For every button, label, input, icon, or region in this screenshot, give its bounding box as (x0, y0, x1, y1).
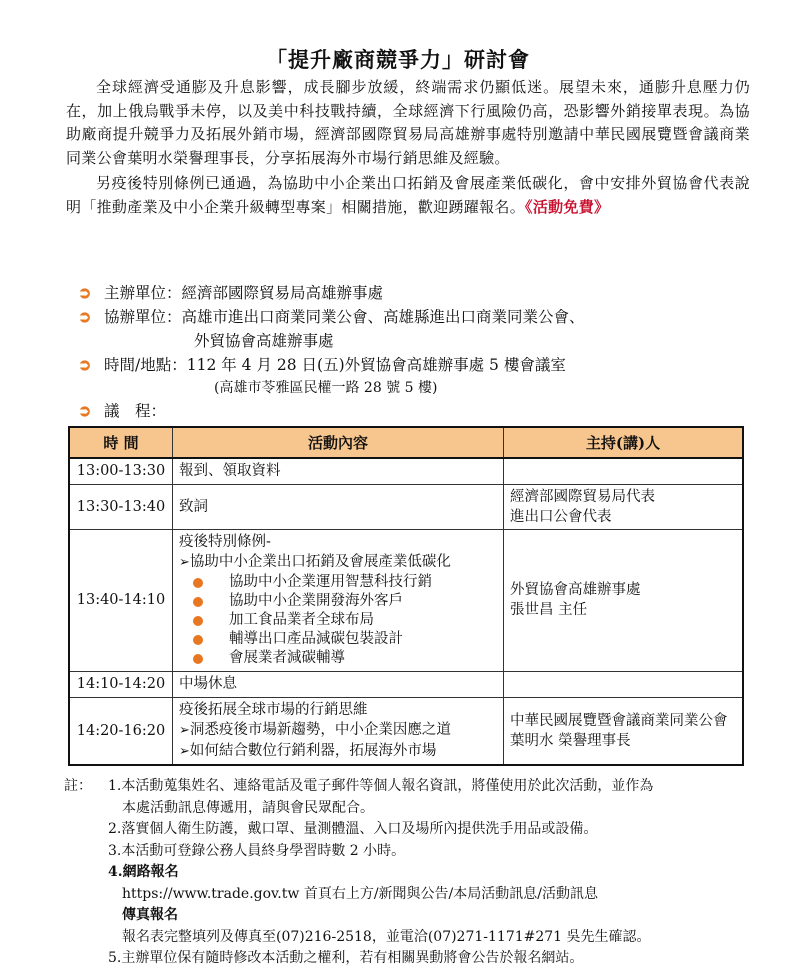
row-host (504, 697, 744, 765)
host-line-2: 張世昌 主任 (510, 602, 588, 618)
notes-prefix: 註： (64, 778, 92, 794)
co-organizer-row (74, 305, 754, 329)
header-content: 活動內容 (173, 427, 504, 458)
host-line-1: 經濟部國際貿易局代表 (510, 488, 655, 505)
triangle-right-icon: ➢ (179, 743, 190, 759)
row-time: 13:00-13:30 (69, 458, 173, 484)
orange-dot-icon (193, 654, 203, 664)
note-1-continued: 本處活動訊息傳遞用，請與會民眾配合。 (122, 799, 374, 816)
triangle-right-icon: ➢ (179, 722, 190, 738)
agenda-label: 議 程： (104, 402, 167, 420)
session-heading: 疫後特別條例- (179, 534, 271, 550)
list-item (179, 630, 497, 649)
time-place-row (74, 353, 754, 377)
free-event-label: 《活動免費》 (525, 197, 610, 216)
session-subtopic-text: 協助中小企業出口拓銷及會展產業低碳化 (189, 554, 451, 570)
host-line-1: 中華民國展覽暨會議商業同業公會 (510, 712, 728, 729)
row-content: 中場休息 (173, 671, 504, 697)
row-host (504, 671, 744, 697)
list-item-text: 加工食品業者全球布局 (229, 612, 374, 628)
arrow-right-icon: ➲ (78, 283, 92, 302)
list-item (179, 611, 497, 630)
arrow-right-icon: ➲ (78, 355, 92, 374)
address-note: (高雄市苓雅區民權一路 28 號 5 樓) (214, 380, 438, 396)
list-item (179, 573, 497, 592)
row-time: 14:20-16:20 (69, 697, 173, 765)
event-info (74, 281, 754, 423)
list-item-text: 輔導出口產品減碳包裝設計 (229, 631, 403, 647)
note-3: 3.本活動可登錄公務人員終身學習時數 2 小時。 (108, 842, 406, 859)
list-item (179, 592, 497, 611)
table-row (69, 529, 743, 671)
organizer-row (74, 281, 754, 305)
orange-dot-icon (193, 578, 203, 588)
row-content: 報到、領取資料 (173, 458, 504, 484)
session-subtopic-text: 如何結合數位行銷利器，拓展海外市場 (189, 742, 437, 759)
table-row (69, 458, 743, 484)
row-host (504, 484, 744, 529)
session-subtopic (179, 720, 497, 741)
intro-section (66, 76, 750, 219)
orange-dot-icon (193, 616, 203, 626)
orange-dot-icon (193, 635, 203, 645)
session-subtopic (179, 552, 497, 573)
fax-registration-title: 傳真報名 (122, 907, 178, 923)
table-row (69, 484, 743, 529)
agenda-label-row (74, 399, 754, 423)
note-4-title: 4.網路報名 (108, 864, 179, 880)
agenda-table (68, 426, 744, 766)
session-subtopic-text: 洞悉疫後市場新趨勢，中小企業因應之道 (189, 721, 451, 738)
row-time: 14:10-14:20 (69, 671, 173, 697)
intro-paragraph-2-text: 另疫後特別條例已通過，為協助中小企業出口拓銷及會展產業低碳化，會中安排外貿協會代表說明「推動產業及中小企業升級轉型專案」相關措施，歡迎踴躍報名。 (66, 174, 750, 216)
bullet-list (179, 573, 497, 668)
row-host (504, 529, 744, 671)
row-time: 13:30-13:40 (69, 484, 173, 529)
host-line-2: 進出口公會代表 (510, 508, 612, 525)
note-1 (64, 776, 764, 798)
note-5: 5.主辦單位保有隨時修改本活動之權利，若有相關異動將會公告於報名網站。 (108, 950, 584, 966)
registration-url[interactable]: https://www.trade.gov.tw 首頁右上方/新聞與公告/本局活動訊息/活動訊息 (122, 885, 598, 902)
table-row (69, 671, 743, 697)
session-heading: 疫後拓展全球市場的行銷思維 (179, 701, 368, 718)
page-title: 「提升廠商競爭力」研討會 (266, 47, 530, 72)
row-host (504, 458, 744, 484)
orange-dot-icon (193, 597, 203, 607)
host-line-1: 外貿協會高雄辦事處 (510, 582, 641, 598)
row-content (173, 529, 504, 671)
list-item-text: 協助中小企業開發海外客戶 (229, 593, 403, 609)
fax-registration-text: 報名表完整填列及傳真至(07)216-2518，並電洽(07)271-1171#271 吳先生確認。 (122, 928, 651, 945)
row-content: 致詞 (173, 484, 504, 529)
triangle-right-icon: ➢ (179, 555, 190, 570)
notes-section (64, 776, 764, 970)
session-subtopic (179, 741, 497, 762)
agenda-header-row (69, 427, 743, 458)
intro-paragraph-2 (66, 172, 750, 219)
table-row (69, 697, 743, 765)
row-content (173, 697, 504, 765)
list-item-text: 協助中小企業運用智慧科技行銷 (229, 574, 432, 590)
organizer-text: 主辦單位：經濟部國際貿易局高雄辦事處 (104, 284, 384, 302)
co-organizer-text: 協辦單位：高雄市進出口商業同業公會、高雄縣進出口商業同業公會、 (104, 308, 585, 326)
arrow-right-icon: ➲ (78, 401, 92, 420)
time-place-text: 時間/地點：112 年 4 月 28 日(五)外貿協會高雄辦事處 5 樓會議室 (104, 356, 566, 374)
host-line-2: 葉明水 榮譽理事長 (510, 732, 631, 749)
note-1-text: 1.本活動蒐集姓名、連絡電話及電子郵件等個人報名資訊，將僅使用於此次活動，並作為 (108, 778, 654, 794)
intro-paragraph-1: 全球經濟受通膨及升息影響，成長腳步放緩，終端需求仍顯低迷。展望未來，通膨升息壓力仍在，加上俄烏戰爭未停，以及美中科技戰持續，全球經濟下行風險仍高，恐影響外銷接單表現。為協助廠商提升競爭力及拓展外銷市場，經濟部國際貿易局高雄辦事處特別邀請中華民國展覽暨會議商業同業公會葉明水榮譽理事長，分享拓展海外市場行銷思維及經驗。 (66, 78, 750, 167)
note-2: 2.落實個人衛生防護，戴口罩、量測體溫、入口及場所內提供洗手用品或設備。 (108, 821, 598, 837)
row-time: 13:40-14:10 (69, 529, 173, 671)
list-item (179, 649, 497, 668)
header-time: 時 間 (69, 427, 173, 458)
list-item-text: 會展業者減碳輔導 (229, 650, 345, 666)
arrow-right-icon: ➲ (78, 307, 92, 326)
header-host: 主持(講)人 (504, 427, 744, 458)
co-organizer-continued: 外貿協會高雄辦事處 (194, 332, 334, 350)
